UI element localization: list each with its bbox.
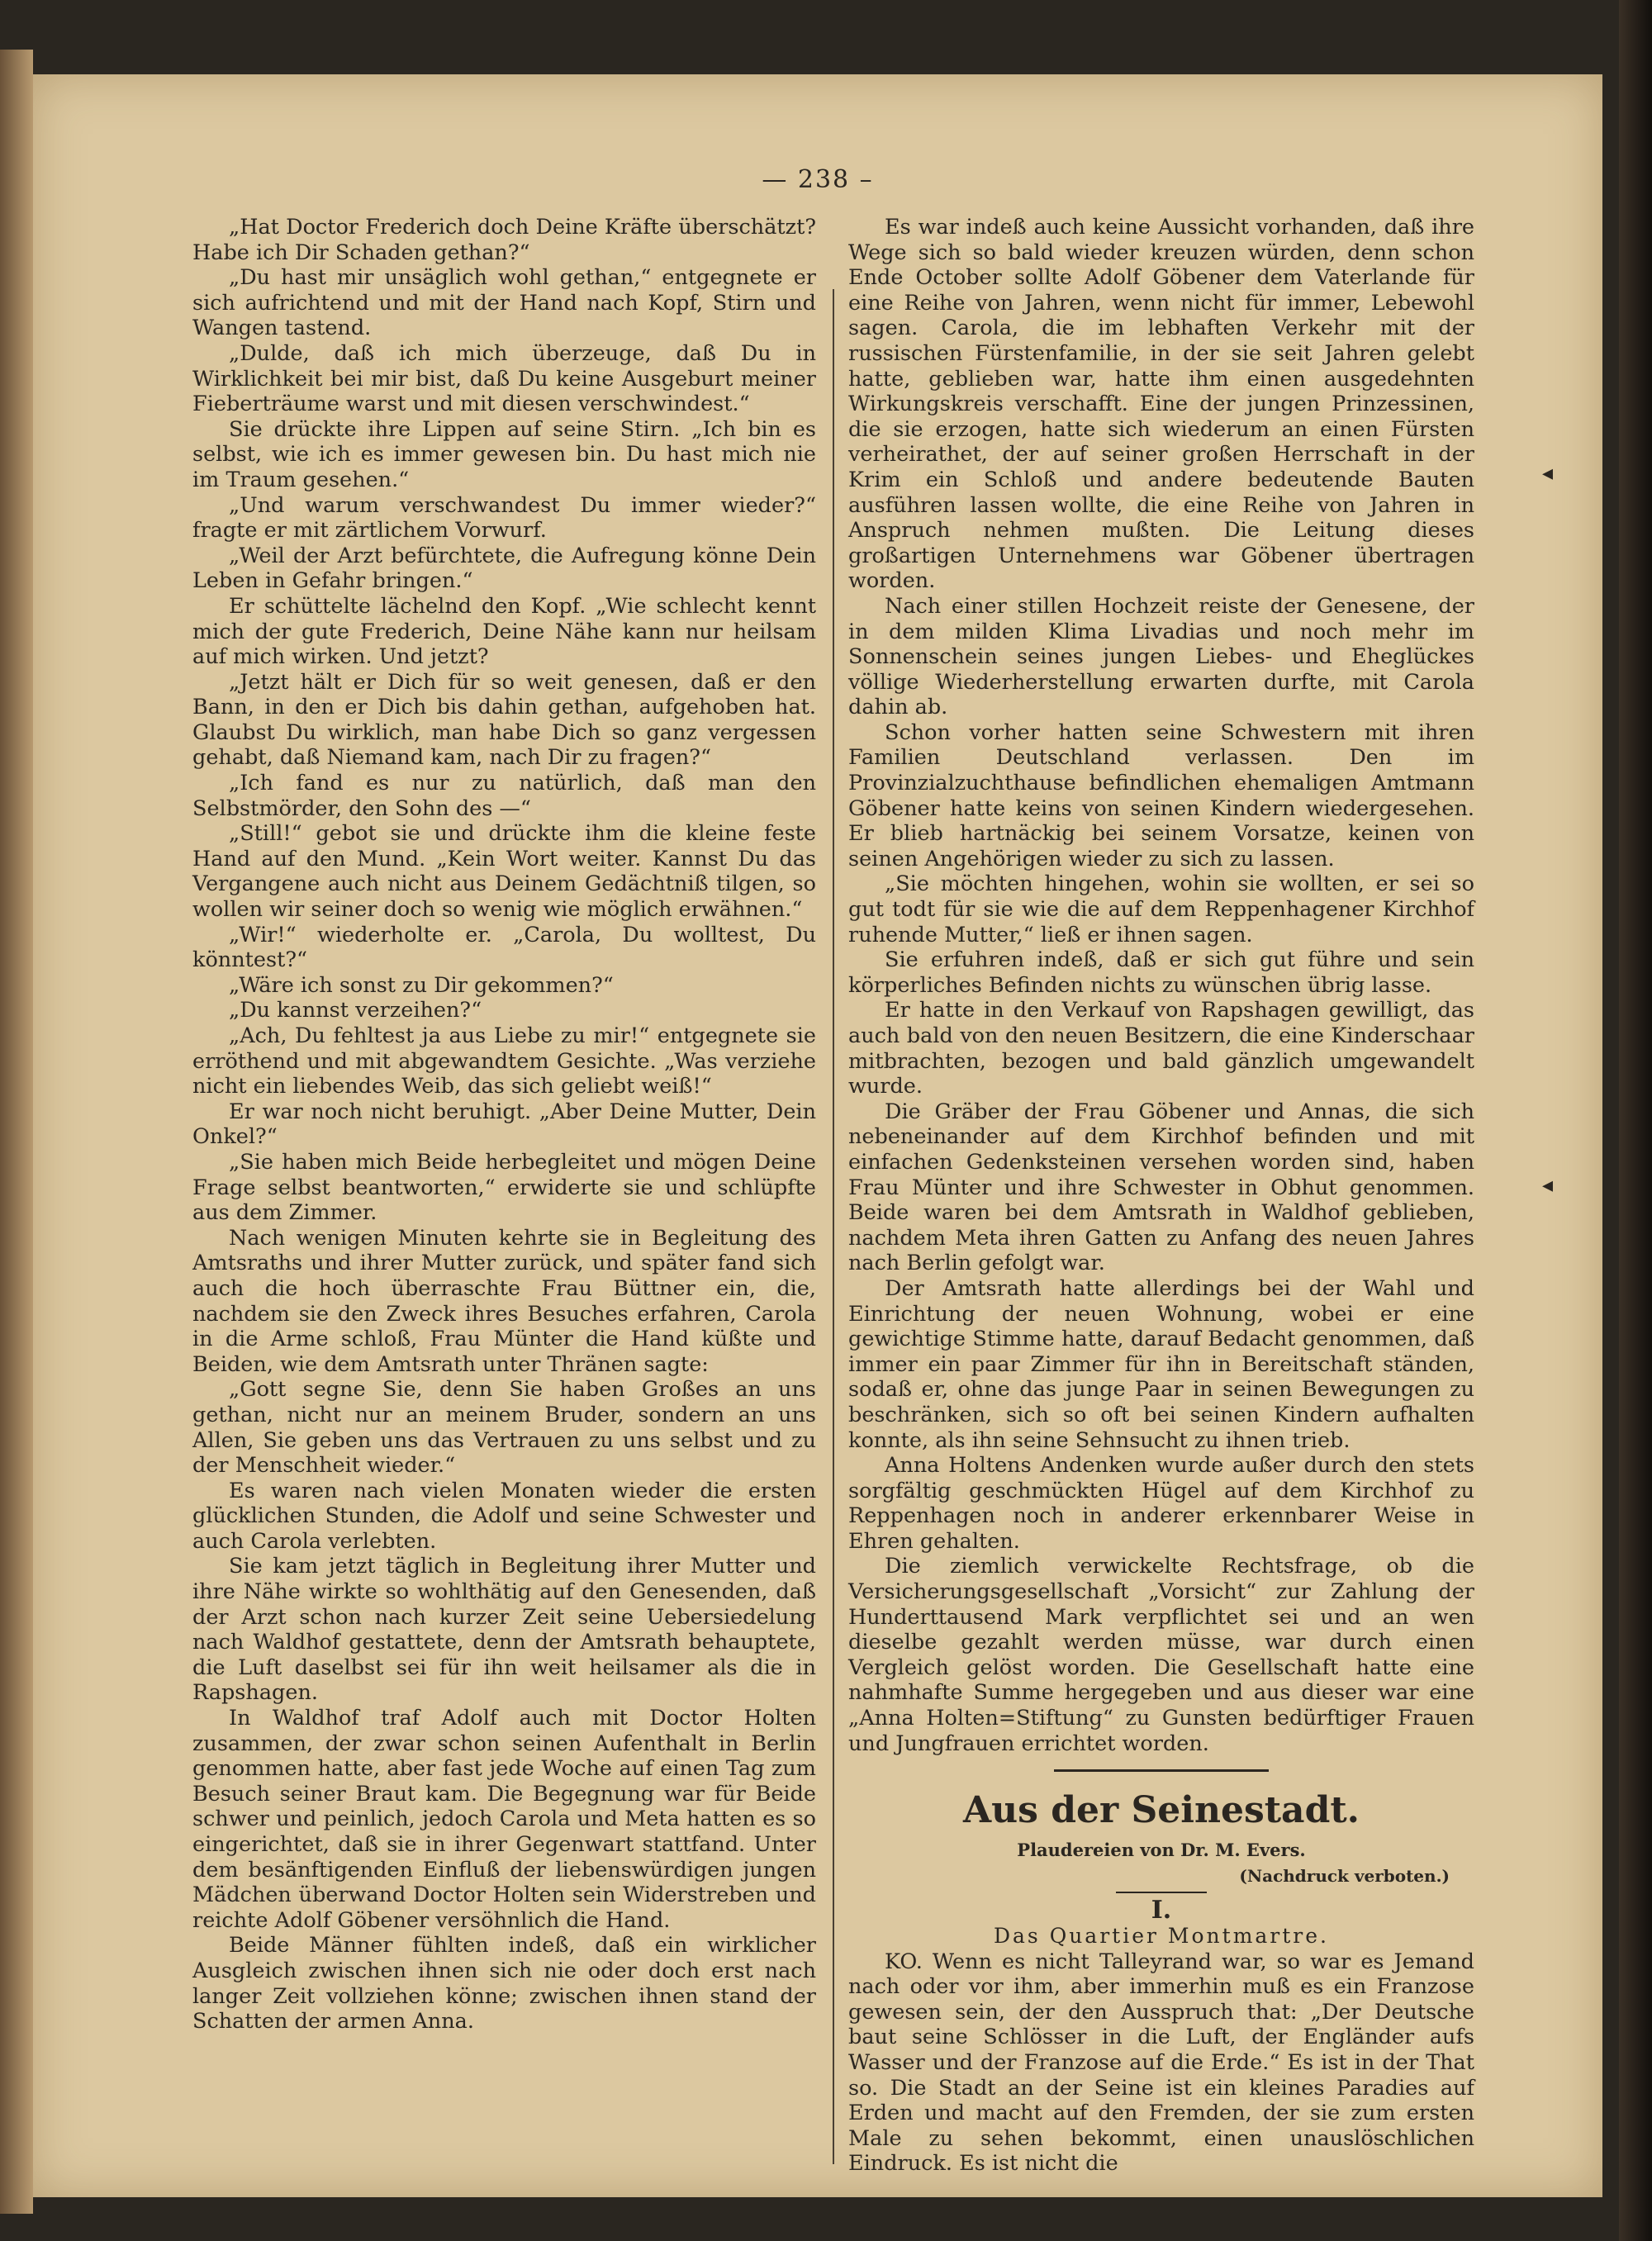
section-rule [1054, 1769, 1269, 1772]
title-rule [1116, 1892, 1207, 1893]
column-divider [833, 289, 834, 2164]
paragraph: In Waldhof traf Adolf auch mit Doctor Holten zusammen, der zwar schon seinen Aufenthalt in Berlin genommen hatte, aber fast jede Woche auf einen Tag zum Besuch seiner Braut kam. Die Begegnung war für Beide schwer und peinlich, jedoch Carola und Meta hatten es so eingerichtet, daß sie in ihrer Gegenwart stattfand. Unter dem besänftigenden Einfluß der liebenswürdigen jungen Mädchen überwand Doctor Holten sein Widerstreben und reichte Adolf Göbener versöhnlich die Hand. [192, 1706, 816, 1933]
paragraph: „Jetzt hält er Dich für so weit genesen, daß er den Bann, in den er Dich bis dahin gethan, aufgehoben hat. Glaubst Du wirklich, man habe Dich so ganz vergessen gehabt, daß Niemand kam, nach Dir zu fragen?“ [192, 669, 816, 771]
paragraph: „Wir!“ wiederholte er. „Carola, Du wolltest, Du könntest?“ [192, 922, 816, 973]
paragraph: Die ziemlich verwickelte Rechtsfrage, ob die Versicherungsgesellschaft „Vorsicht“ zur Zahlung der Hunderttausend Mark verpflichtet sei und an wen dieselbe gezahlt werden müsse, war durch einen Vergleich gelöst worden. Die Gesellschaft hatte eine nahmhafte Summe hergegeben und aus dieser war eine „Anna Holten=Stiftung“ zu Gunsten bedürftiger Frauen und Jungfrauen errichtet worden. [848, 1554, 1474, 1756]
paragraph: „Hat Doctor Frederich doch Deine Kräfte überschätzt? Habe ich Dir Schaden gethan?“ [192, 215, 816, 265]
paragraph: „Gott segne Sie, denn Sie haben Großes an uns gethan, nicht nur an meinem Bruder, sondern an uns Allen, Sie geben uns das Vertrauen zu uns selbst und zu der Menschheit wieder.“ [192, 1377, 816, 1479]
paragraph: Sie erfuhren indeß, daß er sich gut führe und sein körperliches Befinden nichts zu wünschen übrig lasse. [848, 947, 1474, 998]
paragraph: Die Gräber der Frau Göbener und Annas, die sich nebeneinander auf dem Kirchhof befinden und mit einfachen Gedenksteinen versehen worden sind, haben Frau Münter und ihre Schwester in Obhut genommen. Beide waren bei dem Amtsrath in Waldhof geblieben, nachdem Meta ihren Gatten zu Anfang des neuen Jahres nach Berlin gefolgt war. [848, 1099, 1474, 1276]
paragraph: „Du kannst verzeihen?“ [229, 998, 482, 1023]
paragraph: Er schüttelte lächelnd den Kopf. „Wie schlecht kennt mich der gute Frederich, Deine Nähe kann nur heilsam auf mich wirken. Und jetzt? [192, 593, 816, 670]
paragraph: „Wäre ich sonst zu Dir gekommen?“ [229, 972, 614, 998]
paragraph: „Ach, Du fehltest ja aus Liebe zu mir!“ entgegnete sie erröthend und mit abgewandtem Gesichte. „Was verziehe nicht ein liebendes Weib, das sich geliebt weiß!“ [192, 1023, 816, 1099]
paragraph: Er hatte in den Verkauf von Rapshagen gewilligt, das auch bald von den neuen Besitzern, die eine Kinderschaar mitbrachten, bezogen und bald gänzlich umgewandelt wurde. [848, 998, 1474, 1099]
article-title: Aus der Seinestadt. [963, 1789, 1360, 1832]
paragraph: „Still!“ gebot sie und drückte ihm die kleine feste Hand auf den Mund. „Kein Wort weiter. Kannst Du das Vergangene auch nicht aus Deinem Gedächtniß tilgen, so wollen wir seiner doch so wenig wie möglich erwähnen.“ [192, 821, 816, 923]
section-number: I. [1151, 1896, 1172, 1925]
article-body: KO. Wenn es nicht Talleyrand war, so war es Jemand nach oder vor ihm, aber immerhin muß es ein Franzose gewesen sein, der den Ausspruch that: „Der Deutsche baut seine Schlösser in die Luft, der Engländer aufs Wasser und der Franzose auf die Erde.“ Es ist in der That so. Die Stadt an der Seine ist ein kleines Paradies auf Erden und macht auf den Fremden, der sie zum ersten Male zu sehen bekommt, einen unauslöschlichen Eindruck. Es ist nicht die [848, 1949, 1474, 2177]
paragraph: Es waren nach vielen Monaten wieder die ersten glücklichen Stunden, die Adolf und seine Schwester und auch Carola verlebten. [192, 1478, 816, 1554]
paragraph: „Dulde, daß ich mich überzeuge, daß Du in Wirklichkeit bei mir bist, daß Du keine Ausgeburt meiner Fieberträume warst und mit diesen verschwindest.“ [192, 340, 816, 417]
paragraph: Nach einer stillen Hochzeit reiste der Genesene, der in dem milden Klima Livadias und noch mehr im Sonnenschein seines jungen Liebes- und Eheglückes völlige Wiederherstellung erwarten durfte, mit Carola dahin ab. [848, 593, 1474, 720]
margin-arrow-icon: ◂ [1541, 461, 1553, 486]
page-edge [1619, 0, 1652, 2241]
article-subtitle: Das Quartier Montmartre. [993, 1924, 1329, 1948]
paragraph: „Du hast mir unsäglich wohl gethan,“ entgegnete er sich aufrichtend und mit der Hand nach Kopf, Stirn und Wangen tastend. [192, 265, 816, 341]
paragraph: Beide Männer fühlten indeß, daß ein wirklicher Ausgleich zwischen ihnen sich nie oder doch erst nach langer Zeit vollziehen könne; zwischen ihnen stand der Schatten der armen Anna. [192, 1933, 816, 2034]
page-number: — 238 – [762, 165, 874, 194]
paragraph: „Sie haben mich Beide herbegleitet und mögen Deine Frage selbst beantworten,“ erwiderte sie und schlüpfte aus dem Zimmer. [192, 1149, 816, 1226]
paragraph: Er war noch nicht beruhigt. „Aber Deine Mutter, Dein Onkel?“ [192, 1099, 816, 1150]
paragraph: Sie kam jetzt täglich in Begleitung ihrer Mutter und ihre Nähe wirkte so wohlthätig auf den Genesenden, daß der Arzt schon nach kurzer Zeit seine Uebersiedelung nach Waldhof gestattete, denn der Amtsrath behauptete, die Luft daselbst sei für ihn weit heilsamer als die in Rapshagen. [192, 1554, 816, 1706]
paragraph: „Ich fand es nur zu natürlich, daß man den Selbstmörder, den Sohn des —“ [192, 771, 816, 821]
margin-arrow-icon: ◂ [1541, 1173, 1553, 1198]
newspaper-page [33, 74, 1602, 2197]
paragraph: Sie drückte ihre Lippen auf seine Stirn. „Ich bin es selbst, wie ich es immer gewesen bin. Du hast mich nie im Traum gesehen.“ [192, 416, 816, 492]
paragraph: „Weil der Arzt befürchtete, die Aufregung könne Dein Leben in Gefahr bringen.“ [192, 543, 816, 594]
reprint-notice: (Nachdruck verboten.) [1239, 1865, 1450, 1886]
article-byline: Plaudereien von Dr. M. Evers. [1017, 1840, 1306, 1861]
book-binding [0, 50, 33, 2214]
paragraph: „Und warum verschwandest Du immer wieder?“ fragte er mit zärtlichem Vorwurf. [192, 492, 816, 544]
right-column [848, 215, 1474, 2177]
paragraph: Der Amtsrath hatte allerdings bei der Wahl und Einrichtung der neuen Wohnung, wobei er eine gewichtige Stimme hatte, darauf Bedacht genommen, daß immer ein paar Zimmer für ihn in Bereitschaft ständen, sodaß er, ohne das junge Paar in seinen Bewegungen zu beschränken, sich so oft bei seinen Kindern aufhalten konnte, als ihn seine Sehnsucht zu ihnen trieb. [848, 1275, 1474, 1453]
left-column [192, 215, 816, 2034]
paragraph: „Sie möchten hingehen, wohin sie wollten, er sei so gut todt für sie wie die auf dem Reppenhagener Kirchhof ruhende Mutter,“ ließ er ihnen sagen. [848, 871, 1474, 947]
paragraph: Es war indeß auch keine Aussicht vorhanden, daß ihre Wege sich so bald wieder kreuzen würden, denn schon Ende October sollte Adolf Göbener dem Vaterlande für eine Reihe von Jahren, wenn nicht für immer, Lebewohl sagen. Carola, die im lebhaften Verkehr mit der russischen Fürstenfamilie, in der sie seit Jahren gelebt hatte, geblieben war, hatte ihm einen ausgedehnten Wirkungskreis verschafft. Eine der jungen Prinzessinen, die sie erzogen, hatte sich wiederum an einen Fürsten verheirathet, der auf seiner großen Herrschaft in der Krim ein Schloß und andere bedeutende Bauten ausführen lassen wollte, die eine Reihe von Jahren in Anspruch nehmen mußten. Die Leitung dieses großartigen Unternehmens war Göbener übertragen worden. [848, 215, 1474, 594]
paragraph: Nach wenigen Minuten kehrte sie in Begleitung des Amtsraths und ihrer Mutter zurück, und später fand sich auch die hoch überraschte Frau Büttner ein, die, nachdem sie den Zweck ihres Besuches erfahren, Carola in die Arme schloß, Frau Münter die Hand küßte und Beiden, wie dem Amtsrath unter Thränen sagte: [192, 1225, 816, 1377]
paragraph: Schon vorher hatten seine Schwestern mit ihren Familien Deutschland verlassen. Den im Provinzialzuchthause befindlichen ehemaligen Amtmann Göbener hatte keins von seinen Kindern wiedergesehen. Er blieb hartnäckig bei seinem Vorsatze, keinen von seinen Angehörigen wieder zu sich zu lassen. [848, 719, 1474, 871]
paragraph: Anna Holtens Andenken wurde außer durch den stets sorgfältig geschmückten Hügel auf dem Kirchhof zu Reppenhagen noch in anderer erkennbarer Weise in Ehren gehalten. [848, 1453, 1474, 1554]
